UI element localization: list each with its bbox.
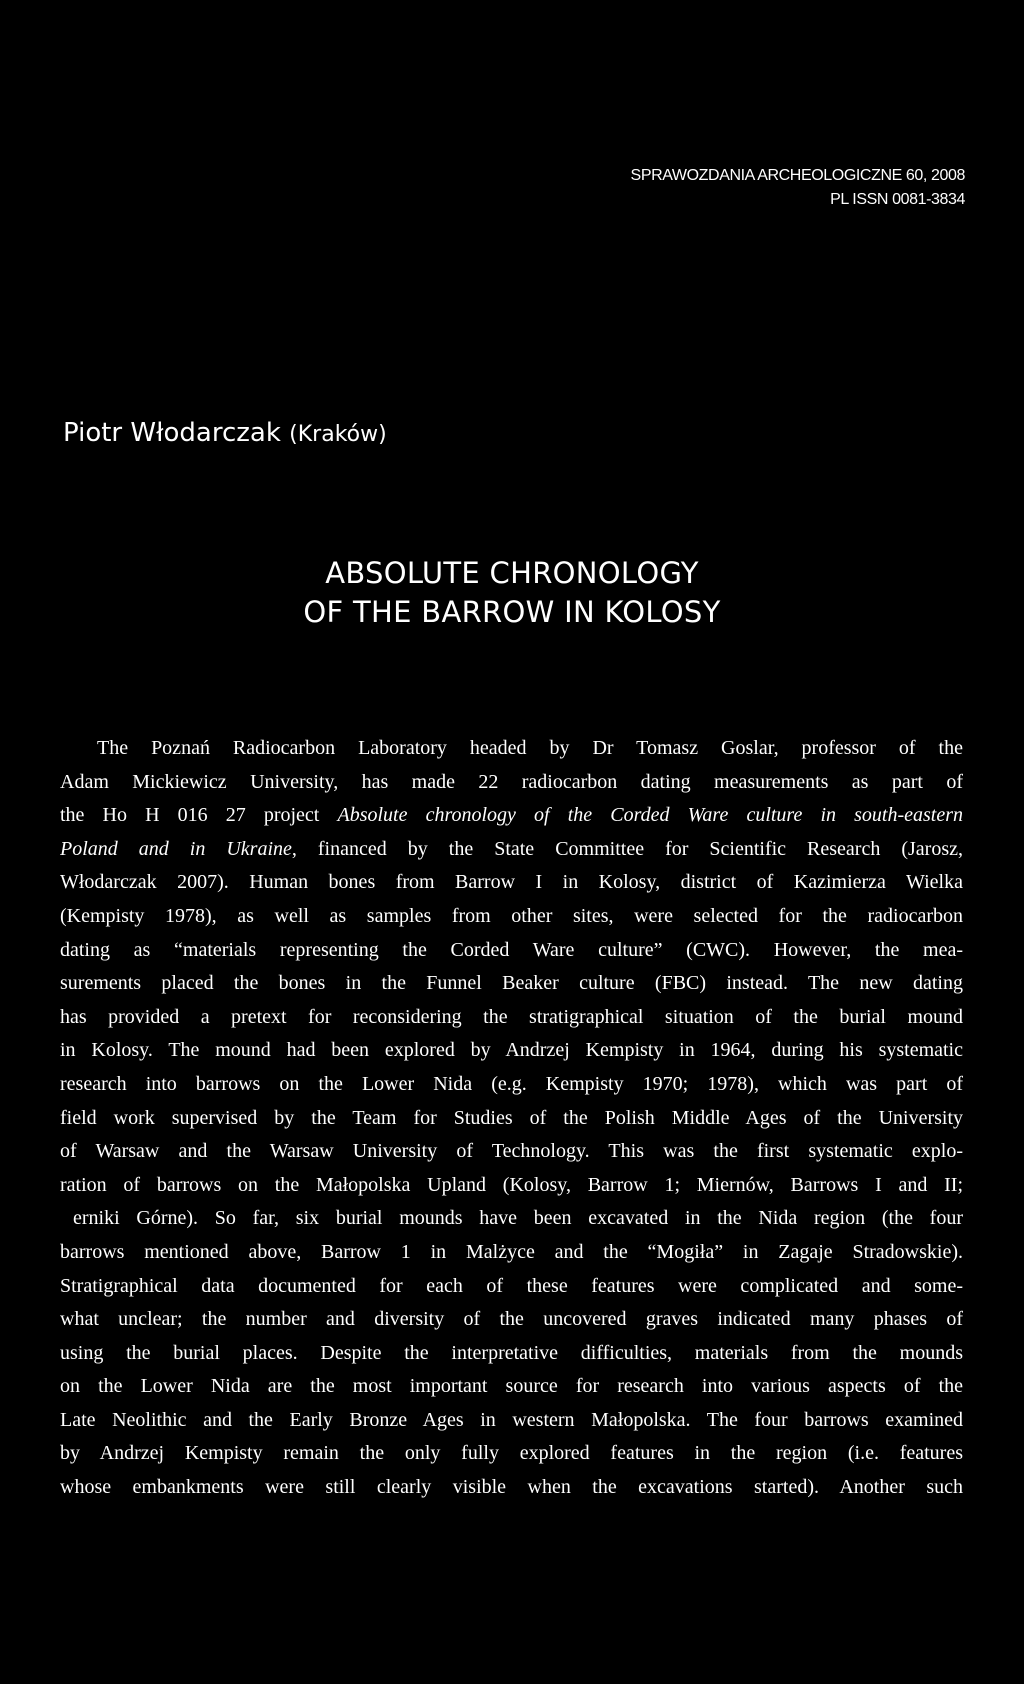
- body-line: ration of barrows on the Małopolska Upland (Kolosy, Barrow 1; Miernów, Barrows I and II;: [60, 1173, 963, 1196]
- journal-issn: PL ISSN 0081-3834: [830, 191, 965, 208]
- project-title-italic: Poland and in Ukraine: [60, 837, 292, 860]
- body-line: Late Neolithic and the Early Bronze Ages in western Małopolska. The four barrows examined: [60, 1408, 963, 1431]
- body-line: erniki Górne). So far, six burial mounds have been excavated in the Nida region (the four: [73, 1207, 963, 1230]
- body-line: [60, 799, 963, 833]
- journal-name: SPRAWOZDANIA ARCHEOLOGICZNE 60, 2008: [630, 167, 965, 184]
- author-affiliation: (Kraków): [289, 422, 387, 447]
- journal-header: [631, 164, 965, 212]
- body-line: (Kempisty 1978), as well as samples from other sites, were selected for the radiocarbon: [60, 904, 963, 927]
- body-line: [60, 833, 963, 867]
- body-line: Włodarczak 2007). Human bones from Barrow I in Kolosy, district of Kazimierza Wielka: [60, 871, 963, 894]
- article-body: [60, 732, 963, 1505]
- body-line: of Warsaw and the Warsaw University of Technology. This was the first systematic explo-: [60, 1140, 963, 1163]
- body-line: using the burial places. Despite the interpretative difficulties, materials from the mounds: [60, 1341, 963, 1364]
- body-line: whose embankments were still clearly visible when the excavations started). Another such: [60, 1476, 963, 1499]
- body-line: Adam Mickiewicz University, has made 22 radiocarbon dating measurements as part of: [60, 770, 963, 793]
- title-line-2: OF THE BARROW IN KOLOSY: [303, 595, 721, 629]
- body-text: , financed by the State Committee for Scientific Research (Jarosz,: [291, 837, 963, 860]
- author-line: [63, 416, 387, 452]
- body-line: barrows mentioned above, Barrow 1 in Malżyce and the “Mogiła” in Zagaje Stradowskie).: [60, 1240, 963, 1263]
- body-line: what unclear; the number and diversity of the uncovered graves indicated many phases of: [60, 1308, 963, 1331]
- body-text: the Ho H 016 27 project: [60, 804, 338, 827]
- body-line: dating as “materials representing the Corded Ware culture” (CWC). However, the mea-: [60, 938, 963, 961]
- body-line: Stratigraphical data documented for each of these features were complicated and some-: [60, 1274, 963, 1297]
- project-title-italic: Absolute chronology of the Corded Ware culture in south-eastern: [337, 804, 963, 827]
- body-line: field work supervised by the Team for Studies of the Polish Middle Ages of the University: [60, 1106, 963, 1129]
- author-name: Piotr Włodarczak: [63, 418, 281, 448]
- body-line: has provided a pretext for reconsidering the stratigraphical situation of the burial mound: [60, 1005, 963, 1028]
- body-line: in Kolosy. The mound had been explored by Andrzej Kempisty in 1964, during his systematic: [60, 1039, 963, 1062]
- body-line: by Andrzej Kempisty remain the only fully explored features in the region (i.e. features: [60, 1442, 963, 1465]
- body-line: on the Lower Nida are the most important source for research into various aspects of the: [60, 1375, 963, 1398]
- body-line: surements placed the bones in the Funnel Beaker culture (FBC) instead. The new dating: [60, 972, 963, 995]
- body-line: research into barrows on the Lower Nida (e.g. Kempisty 1970; 1978), which was part of: [60, 1072, 963, 1095]
- body-line: The Poznań Radiocarbon Laboratory headed by Dr Tomasz Goslar, professor of the: [97, 737, 963, 759]
- title-line-1: ABSOLUTE CHRONOLOGY: [325, 556, 699, 590]
- article-title: [0, 554, 1024, 632]
